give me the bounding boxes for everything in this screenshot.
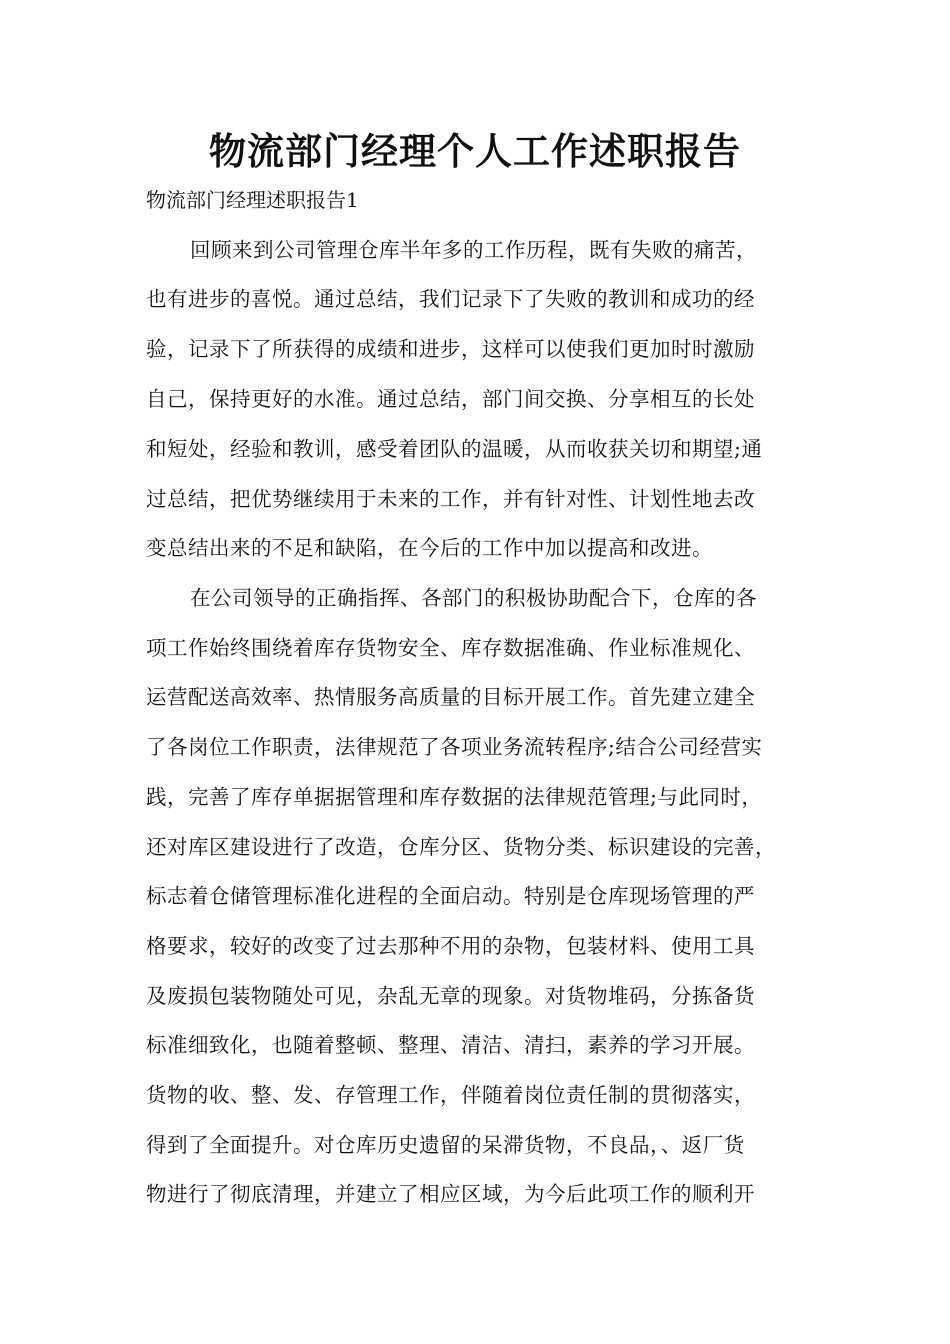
paragraph-2-line-7: 标志着仓储管理标准化进程的全面启动。特别是仓库现场管理的严 bbox=[146, 884, 755, 908]
paragraph-1-line-3: 验，记录下了所获得的成绩和进步，这样可以使我们更加时时激励 bbox=[146, 337, 755, 361]
paragraph-1-line-6: 过总结，把优势继续用于未来的工作，并有针对性、计划性地去改 bbox=[146, 487, 755, 511]
paragraph-2-line-10: 标准细致化，也随着整顿、整理、清洁、清扫，素养的学习开展。 bbox=[146, 1033, 755, 1057]
paragraph-1-line-2: 也有进步的喜悦。通过总结，我们记录下了失败的教训和成功的经 bbox=[146, 287, 755, 311]
paragraph-2-line-13: 物进行了彻底清理，并建立了相应区域，为今后此项工作的顺利开 bbox=[146, 1182, 755, 1206]
paragraph-2-line-11: 货物的收、整、发、存管理工作，伴随着岗位责任制的贯彻落实， bbox=[146, 1083, 755, 1107]
paragraph-1-line-4: 自己，保持更好的水准。通过总结，部门间交换、分享相互的长处 bbox=[146, 387, 755, 411]
paragraph-1-line-7: 变总结出来的不足和缺陷，在今后的工作中加以提高和改进。 bbox=[146, 536, 713, 560]
paragraph-2-line-2: 项工作始终围绕着库存货物安全、库存数据准确、作业标准规化、 bbox=[146, 636, 755, 660]
paragraph-2-line-5: 践，完善了库存单据据管理和库存数据的法律规范管理;与此同时， bbox=[146, 785, 763, 809]
document-subtitle: 物流部门经理述职报告1 bbox=[146, 188, 359, 212]
paragraph-2-line-8: 格要求，较好的改变了过去那种不用的杂物，包装材料、使用工具 bbox=[146, 934, 755, 958]
paragraph-2-line-3: 运营配送高效率、热情服务高质量的目标开展工作。首先建立建全 bbox=[146, 685, 755, 709]
paragraph-2-line-1: 在公司领导的正确指挥、各部门的积极协助配合下，仓库的各 bbox=[190, 586, 757, 610]
paragraph-2-line-6: 还对库区建设进行了改造，仓库分区、货物分类、标识建设的完善， bbox=[146, 835, 776, 859]
paragraph-1-line-5: 和短处，经验和教训，感受着团队的温暖，从而收获关切和期望;通 bbox=[146, 437, 763, 461]
paragraph-2-line-4: 了各岗位工作职责，法律规范了各项业务流转程序;结合公司经营实 bbox=[146, 735, 763, 759]
paragraph-2-line-9: 及废损包装物随处可见，杂乱无章的现象。对货物堆码，分拣备货 bbox=[146, 984, 755, 1008]
document-title: 物流部门经理个人工作述职报告 bbox=[209, 130, 741, 173]
paragraph-2-line-12: 得到了全面提升。对仓库历史遗留的呆滞货物，不良品，、返厂货 bbox=[146, 1133, 745, 1157]
paragraph-1-line-1: 回顾来到公司管理仓库半年多的工作历程，既有失败的痛苦， bbox=[190, 238, 757, 262]
